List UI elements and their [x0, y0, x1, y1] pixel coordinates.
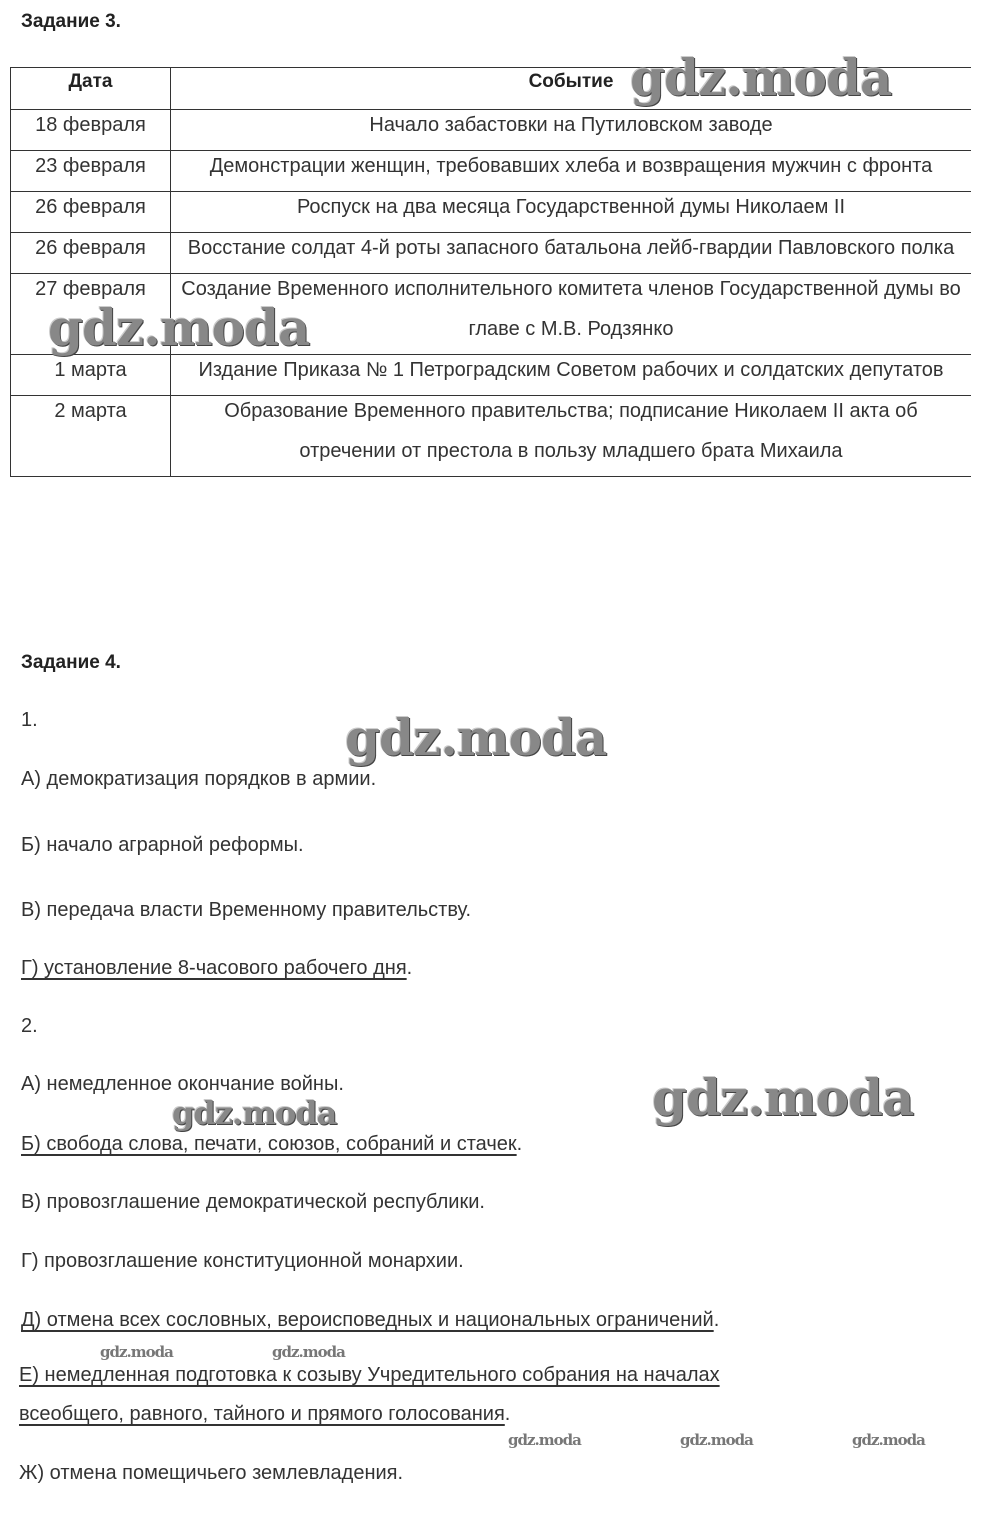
event-description: [171, 110, 972, 151]
watermark: gdz.moda: [48, 298, 310, 357]
answer-text: всеобщего, равного, тайного и прямого голосования: [19, 1403, 505, 1425]
watermark: gdz.moda: [345, 708, 607, 767]
event-date-text: 27 февраля: [35, 278, 146, 300]
q1-option-g: [21, 957, 412, 980]
watermark: gdz.moda: [100, 1343, 173, 1361]
period: .: [516, 1133, 523, 1155]
header-date: Дата: [11, 68, 171, 110]
q2-option-d: [21, 1309, 719, 1332]
event-description-text: Начало забастовки на Путиловском заводе: [369, 114, 773, 136]
event-date-text: 1 марта: [54, 359, 127, 381]
event-date: [11, 233, 171, 274]
watermark: gdz.moda: [172, 1094, 337, 1132]
period: .: [504, 1403, 511, 1425]
event-date-text: 18 февраля: [35, 114, 146, 136]
event-description: [171, 396, 972, 477]
q2-option-e-cont: [19, 1403, 510, 1426]
q2-number: 2.: [21, 1015, 38, 1037]
q2-option-g: Г) провозглашение конституционной монархии.: [21, 1250, 464, 1272]
watermark: gdz.moda: [508, 1431, 581, 1449]
event-date-text: 26 февраля: [35, 196, 146, 218]
event-description-text: Демонстрации женщин, требовавших хлеба и возвращения мужчин с фронта: [209, 155, 933, 177]
watermark: gdz.moda: [652, 1068, 914, 1127]
table-row: [11, 233, 972, 274]
event-date: [11, 110, 171, 151]
answer-text: Е) немедленная подготовка к созыву Учредительного собрания на началах: [19, 1364, 720, 1386]
q2-option-v: В) провозглашение демократической республики.: [21, 1191, 485, 1213]
event-description: [171, 151, 972, 192]
event-description: [171, 233, 972, 274]
event-description-text: Издание Приказа № 1 Петроградским Советом рабочих и солдатских депутатов: [198, 359, 944, 381]
event-description-text: Образование Временного правительства; подписание Николаем II акта об отречении от престола в пользу младшего брата Михаила: [224, 400, 918, 462]
event-description-text: Восстание солдат 4-й роты запасного батальона лейб-гвардии Павловского полка: [187, 237, 955, 259]
watermark: gdz.moda: [680, 1431, 753, 1449]
event-date: [11, 192, 171, 233]
table-row: [11, 110, 972, 151]
event-date: [11, 151, 171, 192]
watermark: gdz.moda: [852, 1431, 925, 1449]
watermark: gdz.moda: [630, 48, 892, 107]
q2-option-b: [21, 1133, 522, 1156]
q1-option-b: Б) начало аграрной реформы.: [21, 834, 304, 856]
table-row: [11, 396, 972, 477]
task4-title: Задание 4.: [21, 652, 121, 673]
q2-option-e: [19, 1364, 720, 1387]
task3-title: Задание 3.: [21, 11, 121, 32]
q1-option-v: В) передача власти Временному правительству.: [21, 899, 472, 921]
event-description-text: Роспуск на два месяца Государственной думы Николаем II: [296, 196, 846, 218]
event-date: [11, 355, 171, 396]
event-date-text: 2 марта: [54, 400, 127, 422]
table-row: [11, 355, 972, 396]
table-row: [11, 192, 972, 233]
event-date-text: 26 февраля: [35, 237, 146, 259]
watermark: gdz.moda: [272, 1343, 345, 1361]
q2-option-a: А) немедленное окончание войны.: [21, 1073, 344, 1095]
event-date-text: 23 февраля: [35, 155, 146, 177]
q1-number: 1.: [21, 709, 38, 731]
period: .: [713, 1309, 720, 1331]
q1-option-a: А) демократизация порядков в армии.: [21, 768, 377, 790]
period: .: [406, 957, 413, 979]
events-table: [10, 67, 971, 477]
answer-text: Д) отмена всех сословных, вероисповедных и национальных ограничений: [21, 1309, 714, 1331]
q2-option-zh: Ж) отмена помещичьего землевладения.: [19, 1462, 404, 1484]
event-description: [171, 355, 972, 396]
header-event: Событие: [171, 68, 972, 110]
answer-text: Г) установление 8-часового рабочего дня: [21, 957, 407, 979]
answer-text: Б) свобода слова, печати, союзов, собраний и стачек: [21, 1133, 517, 1155]
event-date: [11, 396, 171, 477]
event-description: [171, 192, 972, 233]
table-row: [11, 151, 972, 192]
event-description-text: Создание Временного исполнительного комитета членов Государственной думы во главе с М.В. Родзянко: [181, 278, 961, 340]
